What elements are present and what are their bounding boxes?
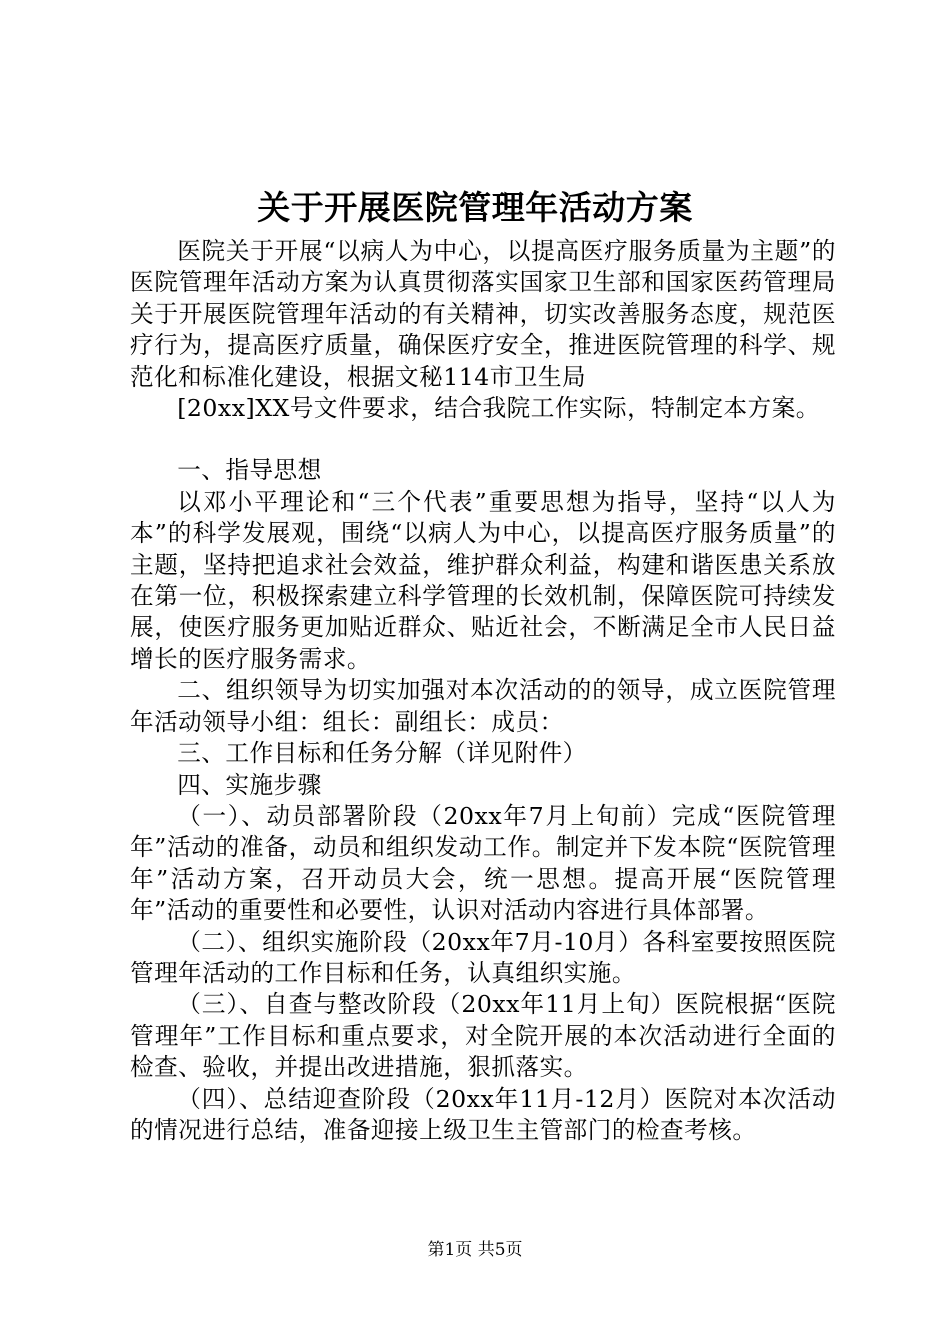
organization-leadership-paragraph: 二、组织领导为切实加强对本次活动的的领导，成立医院管理年活动领导小组：组长：副组长：成员： (130, 676, 836, 736)
step-3-paragraph: （三）、自查与整改阶段（20xx年11月上旬）医院根据“医院管理年”工作目标和重点要求，对全院开展的本次活动进行全面的检查、验收，并提出改进措施，狠抓落实。 (130, 990, 836, 1082)
page-number-footer: 第1页 共5页 (427, 1240, 523, 1260)
step-4-paragraph: （四）、总结迎查阶段（20xx年11月-12月）医院对本次活动的情况进行总结，准备迎接上级卫生主管部门的检查考核。 (130, 1084, 836, 1144)
intro-paragraph: 医院关于开展“以病人为中心，以提高医疗服务质量为主题”的医院管理年活动方案为认真贯彻落实国家卫生部和国家医药管理局关于开展医院管理年活动的有关精神，切实改善服务态度，规范医疗行为，提高医疗质量，确保医疗安全，推进医院管理的科学、规范化和标准化建设，根据文秘114市卫生局 (130, 237, 836, 391)
section-heading-guiding-ideology: 一、指导思想 (177, 456, 322, 485)
intro-paragraph-continued: [20xx]XX号文件要求，结合我院工作实际，特制定本方案。 (177, 394, 820, 423)
step-2-paragraph: （二）、组织实施阶段（20xx年7月-10月）各科室要按照医院管理年活动的工作目标和任务，认真组织实施。 (130, 927, 836, 987)
step-1-paragraph: （一）、动员部署阶段（20xx年7月上旬前）完成“医院管理年”活动的准备，动员和组织发动工作。制定并下发本院“医院管理年”活动方案，召开动员大会，统一思想。提高开展“医院管理年”活动的重要性和必要性，认识对活动内容进行具体部署。 (130, 801, 836, 925)
section-heading-goals: 三、工作目标和任务分解（详见附件） (177, 739, 587, 768)
document-title: 关于开展医院管理年活动方案 (257, 188, 693, 227)
guiding-ideology-paragraph: 以邓小平理论和“三个代表”重要思想为指导，坚持“以人为本”的科学发展观，围绕“以病人为中心，以提高医疗服务质量”的主题，坚持把追求社会效益，维护群众利益，构建和谐医患关系放在第一位，积极探索建立科学管理的长效机制，保障医院可持续发展，使医疗服务更加贴近群众、贴近社会，不断满足全市人民日益增长的医疗服务需求。 (130, 487, 836, 673)
section-heading-steps: 四、实施步骤 (177, 770, 322, 799)
document-body (130, 236, 836, 1146)
